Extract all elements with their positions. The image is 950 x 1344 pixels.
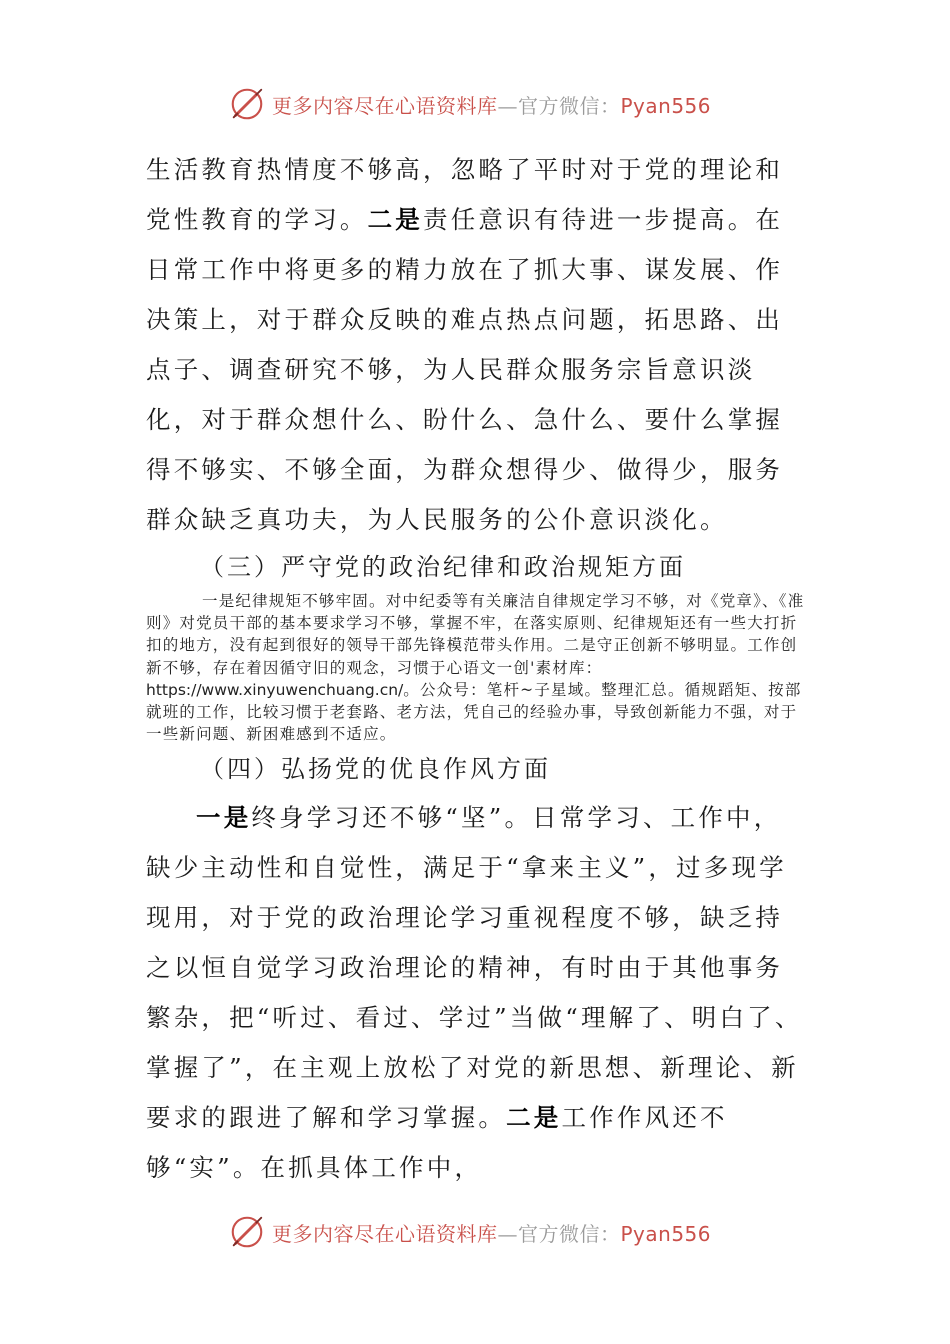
paragraph-section4-body: 一是终身学习还不够“坚”。日常学习、工作中，缺少主动性和自觉性，满足于“拿来主义”，过多现学现用，对于党的政治理论学习重视程度不够，缺乏持之以恒自觉学习政治理论的精神，有时由于其他事务繁杂，把“听过、看过、学过”当做“理解了、明白了、掌握了”，在主观上放松了对党的新思想、新理论、新要求的跟进了解和学习掌握。二是工作作风还不够“实”。在抓具体工作中，: [146, 803, 803, 1183]
paragraph-section3-body: 一是纪律规矩不够牢固。对中纪委等有关廉洁自律规定学习不够，对《党章》、《准则》对党员干部的基本要求学习不够，掌握不牢，在落实原则、纪律规矩还有一些大打折扣的地方，没有起到很好的领导干部先锋模范带头作用。二是守正创新不够明显。工作创新不够，存在着因循守旧的观念，习惯于心语文一创'素材库：https://www.xinyuwenchuang.cn/。公众号：笔杆~子星域。整理汇总。循规蹈矩、按部就班的工作，比较习惯于老套路、老方法，凭自己的经验办事，导致创新能力不强，对于一些新问题、新困难感到不适应。: [146, 592, 805, 744]
watermark-header: [228, 82, 711, 126]
heading-section-3: （三）严守党的政治纪律和政治规矩方面: [200, 553, 686, 581]
paragraph-section2-tail: 生活教育热情度不够高，忽略了平时对于党的理论和党性教育的学习。二是责任意识有待进一步提高。在日常工作中将更多的精力放在了抓大事、谋发展、作决策上，对于群众反映的难点热点问题，拓思路、出点子、调查研究不够，为人民群众服务宗旨意识淡化，对于群众想什么、盼什么、急什么、要什么掌握得不够实、不够全面，为群众想得少、做得少，服务群众缺乏真功夫，为人民服务的公仆意识淡化。: [146, 155, 784, 534]
document-body: [146, 145, 806, 1193]
watermark-footer: [228, 1210, 711, 1254]
watermark-text: 更多内容尽在心语资料库—官方微信：Pyan556: [272, 1221, 712, 1246]
pen-logo-icon: [228, 1213, 266, 1251]
watermark-text: 更多内容尽在心语资料库—官方微信：Pyan556: [272, 93, 712, 118]
pen-logo-icon: [228, 85, 266, 123]
heading-section-4: （四）弘扬党的优良作风方面: [200, 755, 551, 784]
url-text: https://www.xinyuwenchuang.cn/: [146, 680, 404, 699]
